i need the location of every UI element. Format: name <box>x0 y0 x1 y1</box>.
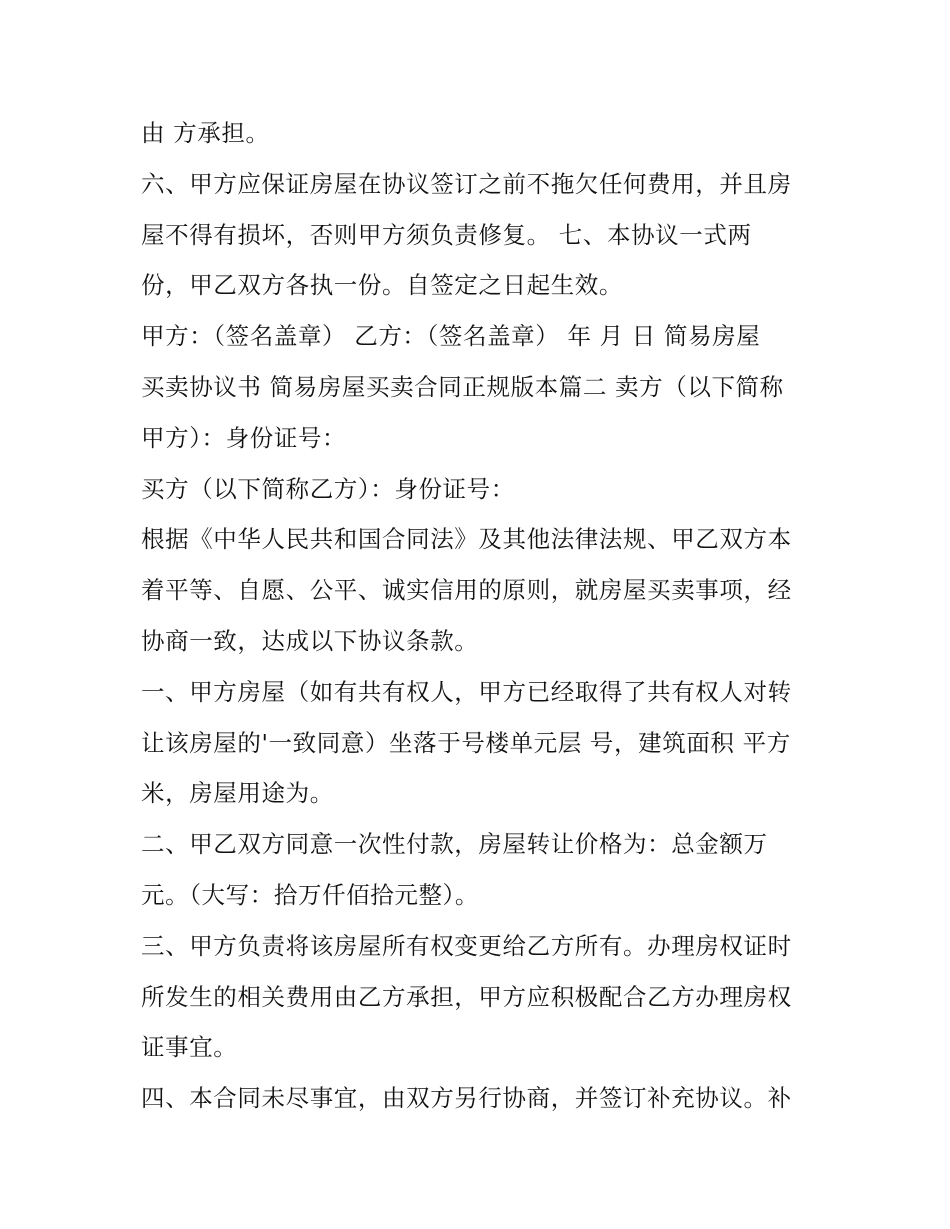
text-line: 份，甲乙双方各执一份。自签定之日起生效。 <box>141 271 623 300</box>
text-line: 四、本合同未尽事宜，由双方另行协商，并签订补充协议。补 <box>141 1084 792 1113</box>
text-line: 三、甲方负责将该房屋所有权变更给乙方所有。办理房权证时 <box>141 931 792 960</box>
text-line: 元。（大写：拾万仟佰拾元整）。 <box>141 880 479 909</box>
text-line: 证事宜。 <box>141 1033 238 1062</box>
text-line: 二、甲乙双方同意一次性付款，房屋转让价格为：总金额万 <box>141 830 768 859</box>
text-line: 屋不得有损坏，否则甲方须负责修复。 七、本协议一式两 <box>141 220 752 249</box>
text-line: 甲方）：身份证号： <box>141 423 347 452</box>
text-line: 米，房屋用途为。 <box>141 779 334 808</box>
document-body <box>141 108 821 1124</box>
text-line: 协商一致，达成以下协议条款。 <box>141 626 479 655</box>
text-line: 根据《中华人民共和国合同法》及其他法律法规、甲乙双方本 <box>141 525 792 554</box>
text-line: 六、甲方应保证房屋在协议签订之前不拖欠任何费用，并且房 <box>141 169 792 198</box>
text-line: 由 方承担。 <box>141 119 270 147</box>
text-line: 买卖协议书 简易房屋买卖合同正规版本篇二 卖方（以下简称 <box>141 372 784 401</box>
text-line: 让该房屋的'一致同意）坐落于号楼单元层 号，建筑面积 平方 <box>141 728 791 757</box>
text-line: 一、甲方房屋（如有共有权人，甲方已经取得了共有权人对转 <box>141 677 792 706</box>
text-line: 买方（以下简称乙方）：身份证号： <box>141 474 515 503</box>
text-line: 所发生的相关费用由乙方承担，甲方应积极配合乙方办理房权 <box>141 982 792 1011</box>
text-line: 着平等、自愿、公平、诚实信用的原则，就房屋买卖事项，经 <box>141 576 792 605</box>
text-line: 甲方：（签名盖章） 乙方：（签名盖章） 年 月 日 简易房屋 <box>141 322 761 351</box>
